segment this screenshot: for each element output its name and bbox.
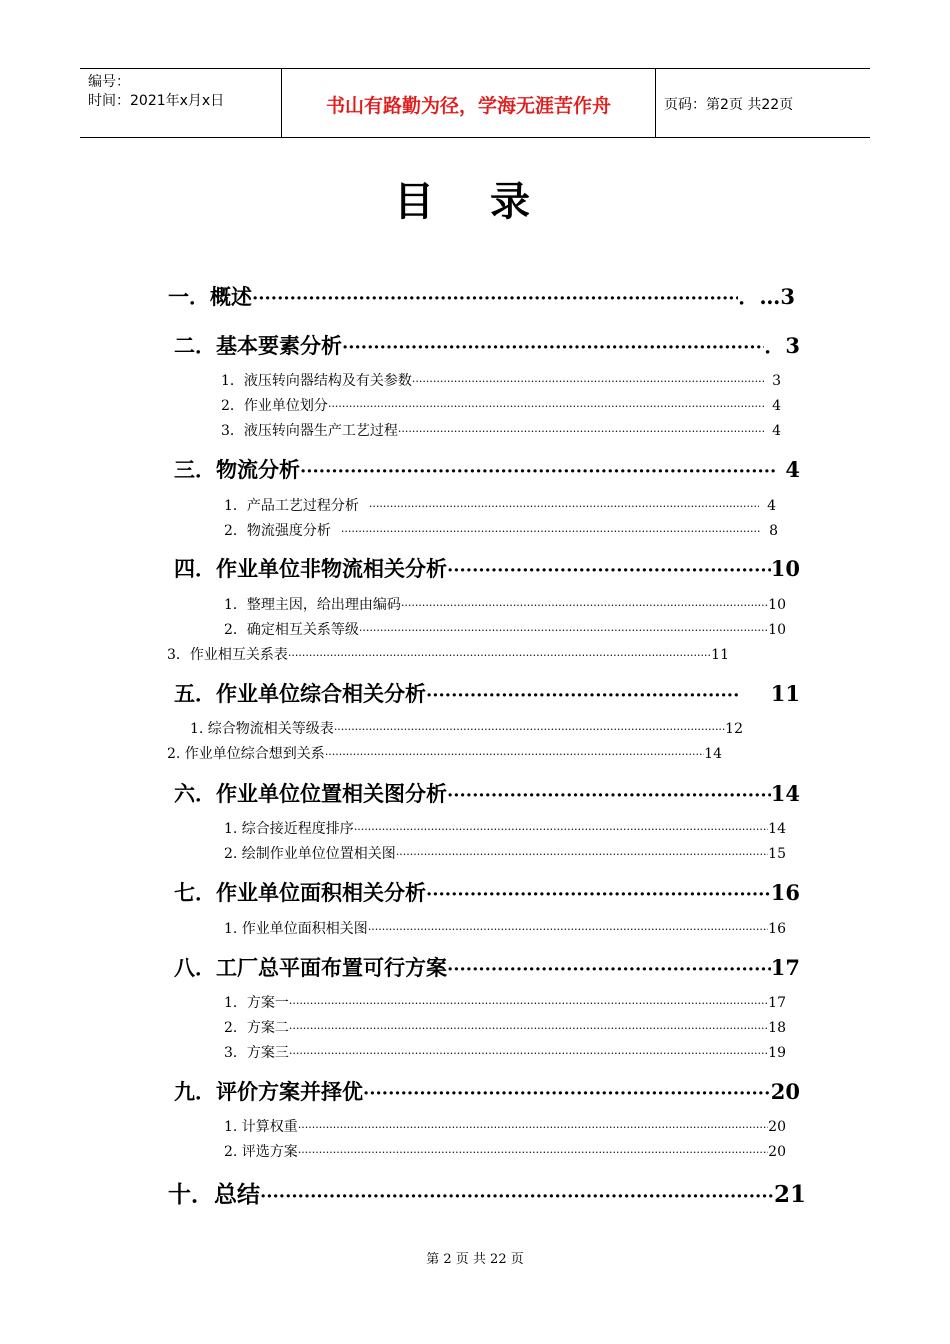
toc-entry-label: 2. 评选方案 [224,1144,298,1160]
toc-entry[interactable] [221,395,781,415]
toc-entry-page: 15 [768,846,786,862]
toc-entry-page: 20 [768,1144,786,1160]
toc-entry[interactable] [174,678,800,708]
toc-entry-page: 20 [768,1119,786,1135]
toc-entry[interactable] [224,1017,786,1037]
toc-leader [398,425,764,438]
toc-entry[interactable] [174,553,800,583]
toc-entry-label: 一．概述 [168,284,252,309]
toc-entry-label: 1．整理主因，给出理由编码 [224,597,401,613]
toc-entry-label: 2. 绘制作业单位位置相关图 [224,846,396,862]
toc-leader [298,1121,768,1134]
toc-entry-label: 1. 作业单位面积相关图 [224,921,368,937]
toc-leader [341,525,761,538]
toc-entry[interactable] [224,619,786,639]
toc-entry[interactable] [224,918,786,938]
toc-leader [447,785,771,806]
toc-entry-page: 12 [725,721,743,737]
toc-entry-page: 19 [768,1045,786,1061]
header-meta [88,73,224,111]
toc-leader [289,1022,768,1035]
toc-entry-label: 2. 作业单位综合想到关系 [167,746,325,762]
toc-entry-label: 十．总结 [168,1181,260,1208]
toc-leader [426,685,738,706]
toc-entry-label: 1．产品工艺过程分析 [224,498,359,514]
toc-leader [298,1146,768,1159]
toc-entry-label: 3．方案三 [224,1045,289,1061]
toc-leader [289,1047,768,1060]
toc-entry[interactable] [224,1116,786,1136]
toc-leader [369,500,759,513]
toc-entry-page: 14 [704,746,722,762]
toc-entry-page: 16 [770,880,800,905]
toc-entry-label: 2．确定相互关系等级 [224,622,359,638]
toc-entry[interactable] [224,495,776,515]
toc-entry[interactable] [190,718,743,738]
toc-entry-page: 11 [711,647,729,663]
toc-entry-label: 七．作业单位面积相关分析 [174,880,426,905]
toc-entry-label: 二．基本要素分析 [174,333,342,358]
toc-entry-label: 三．物流分析 [174,457,300,482]
toc-entry[interactable] [224,1141,786,1161]
toc-entry-page: 18 [768,1020,786,1036]
toc-entry-page: 4 [767,498,776,514]
toc-entry-dots-suffix: ．… [738,284,781,309]
toc-entry-page: 10 [768,597,786,613]
toc-entry-page: 3 [772,373,781,389]
toc-entry-label: 1. 综合物流相关等级表 [190,721,334,737]
toc-entry[interactable] [174,952,800,982]
toc-entry-page: 21 [773,1181,806,1208]
toc-entry-page: 17 [770,955,800,980]
number-label: 编号： [88,74,130,90]
toc-entry[interactable] [224,818,786,838]
toc-entry-page: 3 [780,284,795,309]
toc-leader [289,997,768,1010]
header-motto: 书山有路勤为径，学海无涯苦作舟 [325,95,611,117]
toc-leader [368,923,768,936]
toc-leader [325,748,704,761]
toc-entry[interactable] [224,992,786,1012]
toc-entry-page: 14 [770,781,800,806]
toc-entry-label: 3．作业相互关系表 [167,647,288,663]
toc-entry-label: 1. 计算权重 [224,1119,298,1135]
toc-entry-page: 4 [785,457,800,482]
toc-entry[interactable] [224,594,786,614]
toc-entry-page: 16 [768,921,786,937]
toc-leader [359,624,768,637]
toc-entry-label: 3．液压转向器生产工艺过程 [221,423,398,439]
toc-entry-label: 九．评价方案并择优 [174,1079,363,1104]
toc-entry-label: 2．方案二 [224,1020,289,1036]
toc-entry-label: 六．作业单位位置相关图分析 [174,781,447,806]
toc-leader [342,337,764,358]
toc-entry[interactable] [174,454,800,484]
toc-leader [328,400,764,413]
toc-entry[interactable] [224,1042,786,1062]
toc-entry[interactable] [174,778,800,808]
toc-entry[interactable] [174,330,800,360]
toc-entry-page: 8 [769,523,778,539]
toc-entry[interactable] [168,281,795,311]
toc-entry[interactable] [221,370,781,390]
toc-entry[interactable] [167,644,729,664]
toc-leader [426,884,771,905]
toc-entry-label: 2．作业单位划分 [221,398,328,414]
toc-leader [363,1083,771,1104]
page-title: 目录 [394,178,586,225]
toc-leader [300,461,777,482]
toc-entry-page: 14 [768,821,786,837]
toc-entry-label: 五．作业单位综合相关分析 [174,681,426,706]
toc-entry[interactable] [174,1076,800,1106]
time-label: 时间：2021年x月x日 [88,93,225,109]
toc-leader [412,375,764,388]
toc-entry-page: 4 [772,398,781,414]
toc-leader [260,1186,774,1207]
toc-entry-label: 1. 综合接近程度排序 [224,821,354,837]
toc-entry-label: 四．作业单位非物流相关分析 [174,556,447,581]
toc-entry-label: 八．工厂总平面布置可行方案 [174,955,447,980]
header-page-info: 页码：第2页 共22页 [664,97,794,113]
toc-entry-page: 17 [768,995,786,1011]
page-header [80,68,870,138]
toc-entry-page: 10 [768,622,786,638]
toc-entry[interactable] [224,520,778,540]
toc-entry[interactable] [221,420,781,440]
toc-entry-page: 3 [785,333,800,358]
page-footer: 第 2 页 共 22 页 [426,1252,524,1267]
toc-entry-page: 20 [770,1079,800,1104]
toc-leader [354,823,768,836]
header-divider [655,69,656,137]
toc-leader [288,649,711,662]
toc-entry[interactable] [167,743,722,763]
toc-entry[interactable] [224,843,786,863]
toc-leader [396,848,768,861]
toc-entry-page: 10 [770,556,800,581]
toc-leader [447,560,771,581]
toc-entry-label: 1．液压转向器结构及有关参数 [221,373,412,389]
toc-leader [401,599,768,612]
toc-entry-page: 11 [770,681,800,706]
toc-entry-page: 4 [772,423,781,439]
toc-entry-dots-suffix: ． [764,333,786,358]
toc-leader [252,288,738,309]
toc-leader [334,723,725,736]
toc-entry-label: 1．方案一 [224,995,289,1011]
toc-entry-label: 2．物流强度分析 [224,523,331,539]
toc-leader [447,959,771,980]
toc-entry[interactable] [168,1176,806,1209]
toc-entry[interactable] [174,877,800,907]
